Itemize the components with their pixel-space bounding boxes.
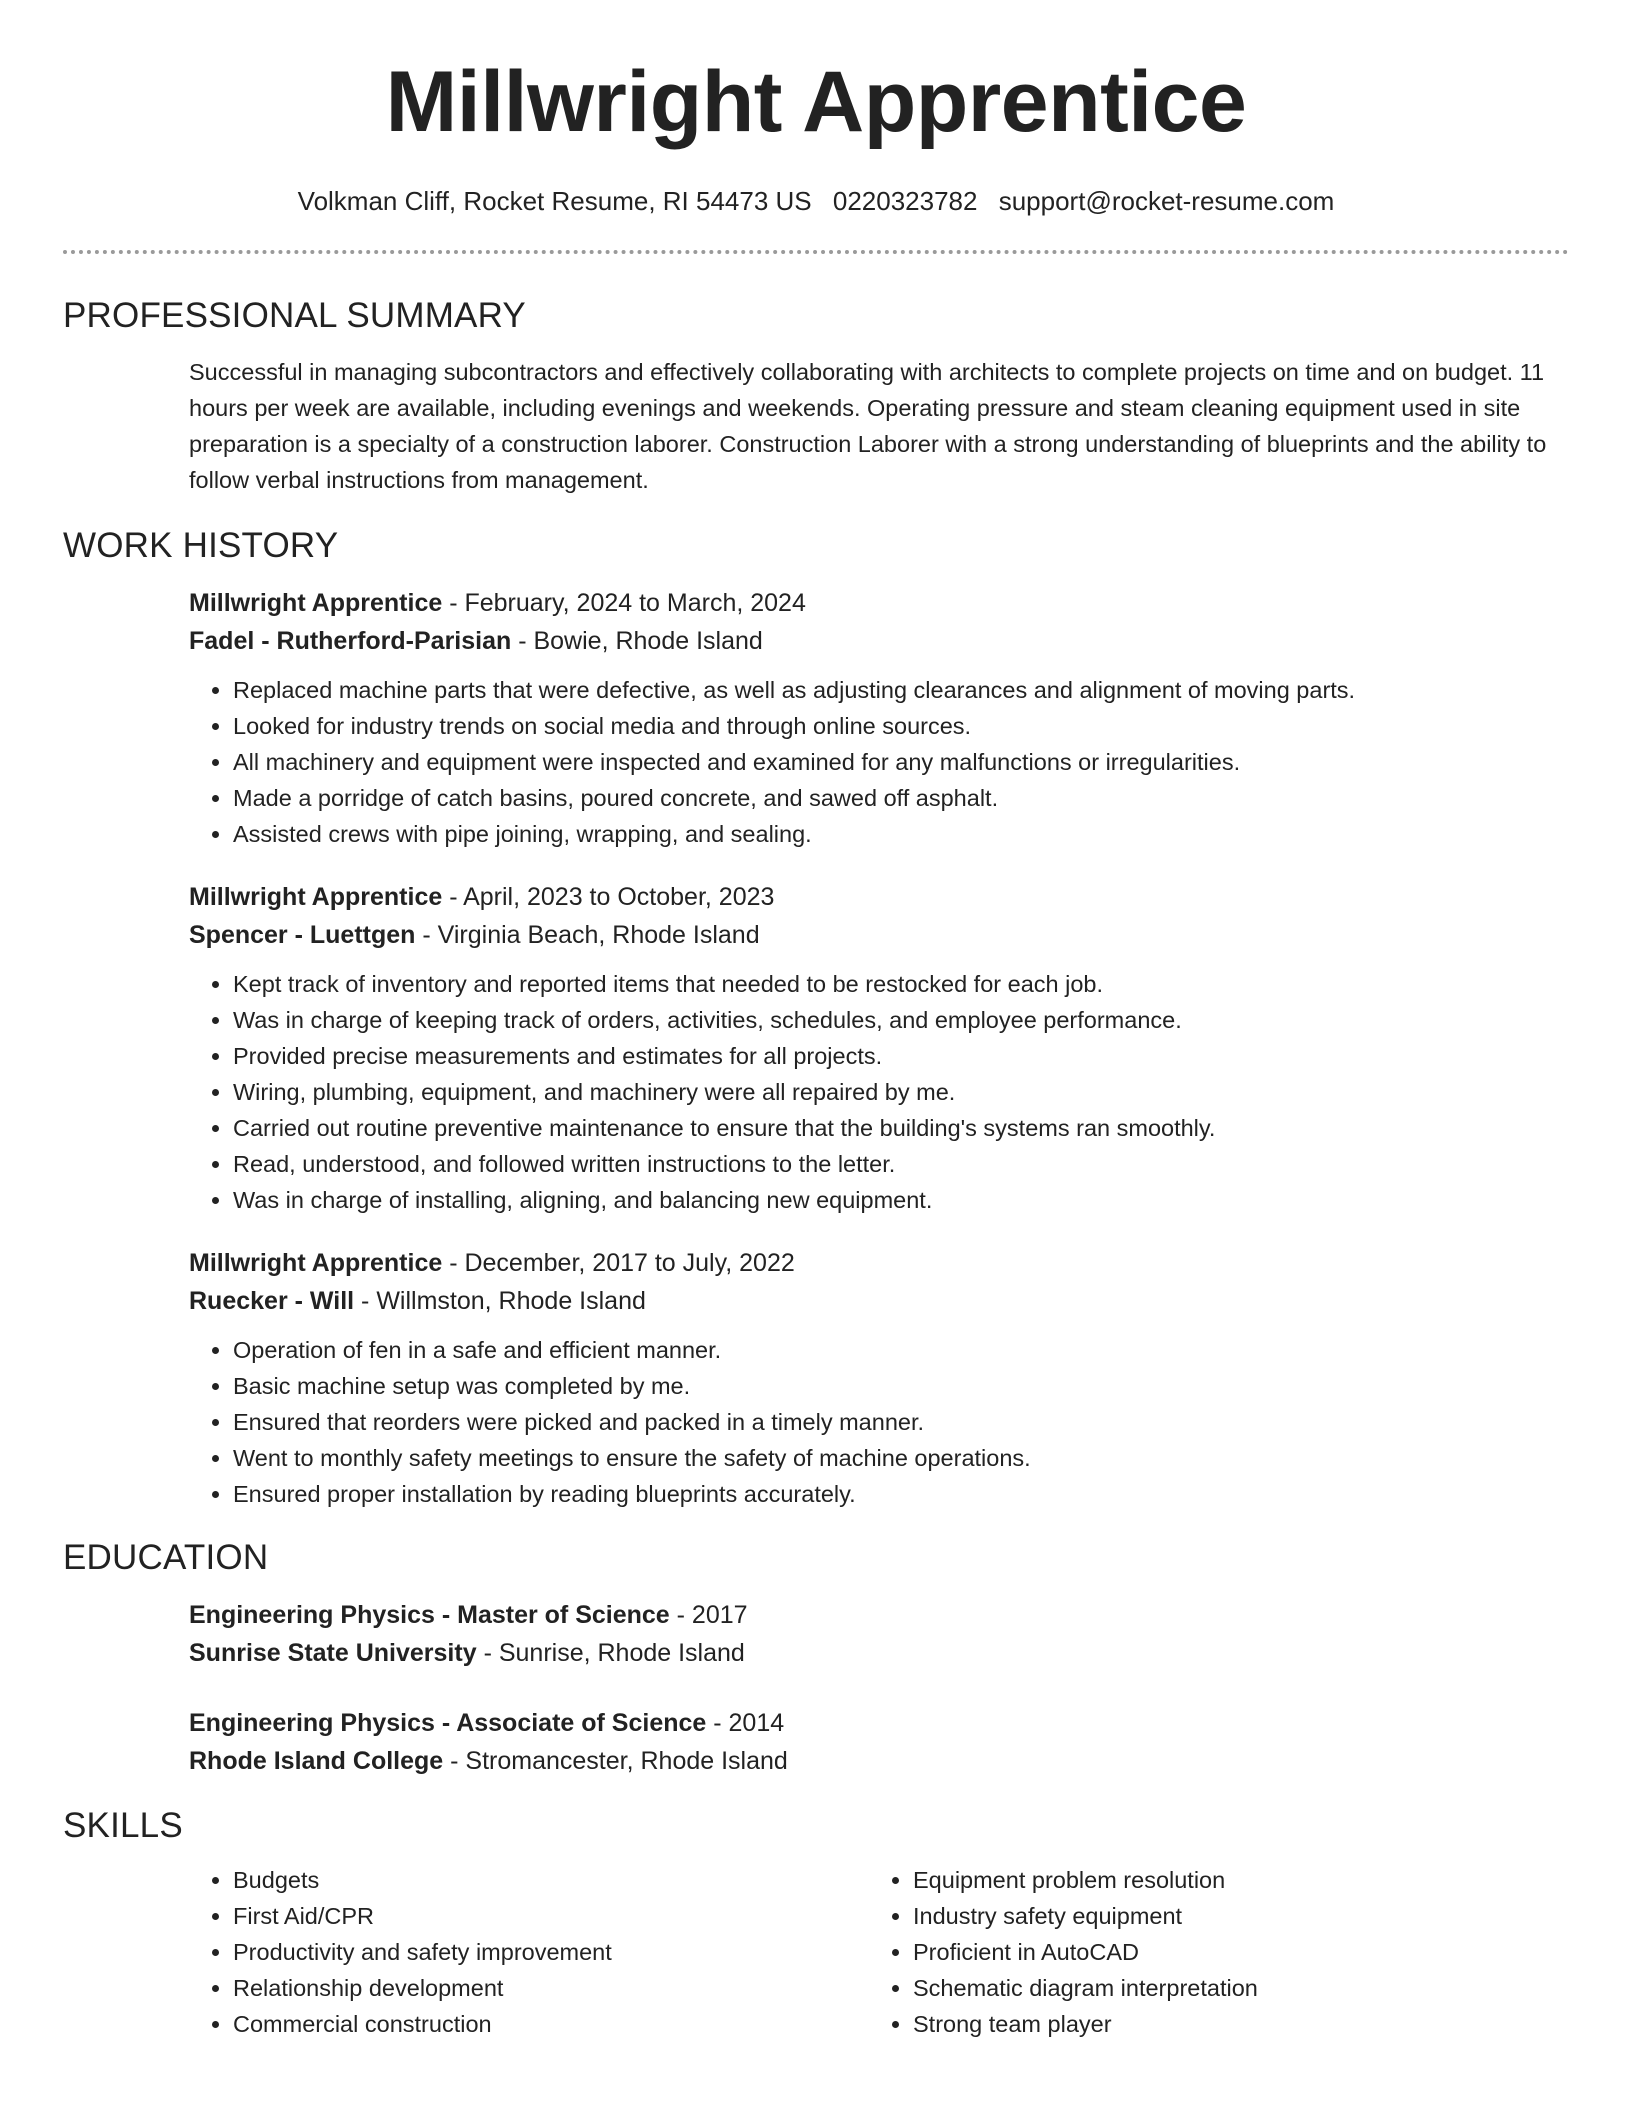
list-item: • Basic machine setup was completed by me. [233, 1368, 1569, 1404]
skill-item: • Budgets [233, 1862, 869, 1898]
job-entry [189, 584, 1569, 852]
job-location: - Bowie, Rhode Island [511, 627, 763, 655]
job-role: Millwright Apprentice [189, 883, 443, 911]
skills-section [0, 1806, 1632, 2042]
education-entry [189, 1596, 1569, 1672]
skills-heading: SKILLS [63, 1806, 183, 1845]
job-dates: - December, 2017 to July, 2022 [442, 1249, 795, 1277]
education-degree-line [189, 1704, 1569, 1742]
list-item: • Carried out routine preventive maintenance to ensure that the building's systems ran smoothly. [233, 1110, 1569, 1146]
list-item: • Read, understood, and followed written instructions to the letter. [233, 1146, 1569, 1182]
education-school: Sunrise State University [189, 1639, 477, 1667]
summary-text: Successful in managing subcontractors and effectively collaborating with architects to complete projects on time and on budget. 11 hours per week are available, including evenings and weekends. Operating pressure and steam cleaning equipment used in site preparation is a specialty of a construction laborer. Construction Laborer with a strong understanding of blueprints and the ability to follow verbal instructions from management. [189, 359, 1547, 493]
job-dates: - February, 2024 to March, 2024 [442, 589, 806, 617]
job-role: Millwright Apprentice [189, 1249, 443, 1277]
summary-heading: PROFESSIONAL SUMMARY [63, 296, 526, 335]
education-location: - Stromancester, Rhode Island [443, 1747, 788, 1775]
job-location: - Virginia Beach, Rhode Island [415, 921, 760, 949]
education-location: - Sunrise, Rhode Island [476, 1639, 745, 1667]
list-item: • Wiring, plumbing, equipment, and machinery were all repaired by me. [233, 1074, 1569, 1110]
education-heading: EDUCATION [63, 1538, 269, 1577]
resume-header [0, 0, 1632, 216]
education-year: - 2017 [669, 1601, 748, 1629]
contact-phone: 0220323782 [832, 186, 978, 216]
work-history-heading: WORK HISTORY [63, 526, 339, 565]
job-title-line [189, 878, 1569, 916]
list-item: • Was in charge of installing, aligning, and balancing new equipment. [233, 1182, 1569, 1218]
list-item: • All machinery and equipment were inspected and examined for any malfunctions or irregularities. [233, 744, 1569, 780]
job-company-line [189, 1282, 1569, 1320]
list-item: • Ensured proper installation by reading blueprints accurately. [233, 1476, 1569, 1512]
skill-item: • Schematic diagram interpretation [913, 1970, 1549, 2006]
skill-item: • Proficient in AutoCAD [913, 1934, 1549, 1970]
list-item: • Looked for industry trends on social media and through online sources. [233, 708, 1569, 744]
list-item: • Went to monthly safety meetings to ensure the safety of machine operations. [233, 1440, 1569, 1476]
education-entry [189, 1704, 1569, 1780]
list-item: • Kept track of inventory and reported items that needed to be restocked for each job. [233, 966, 1569, 1002]
list-item: • Was in charge of keeping track of orders, activities, schedules, and employee performance. [233, 1002, 1569, 1038]
header-divider [63, 250, 1569, 254]
skill-item: • Strong team player [913, 2006, 1549, 2042]
job-entry [189, 1244, 1569, 1512]
list-item: • Ensured that reorders were picked and packed in a timely manner. [233, 1404, 1569, 1440]
skill-item: • Productivity and safety improvement [233, 1934, 869, 1970]
skill-item: • First Aid/CPR [233, 1898, 869, 1934]
job-location: - Willmston, Rhode Island [354, 1287, 646, 1315]
job-dates: - April, 2023 to October, 2023 [442, 883, 775, 911]
education-year: - 2014 [706, 1709, 785, 1737]
list-item: • Provided precise measurements and estimates for all projects. [233, 1038, 1569, 1074]
education-school-line [189, 1742, 1569, 1780]
job-company-line [189, 916, 1569, 954]
education-section [0, 1538, 1632, 1780]
skill-item: • Industry safety equipment [913, 1898, 1549, 1934]
contact-address: Volkman Cliff, Rocket Resume, RI 54473 US [297, 186, 812, 216]
skills-grid [189, 1862, 1569, 2042]
list-item: • Replaced machine parts that were defective, as well as adjusting clearances and alignment of moving parts. [233, 672, 1569, 708]
contact-line [0, 186, 1632, 216]
job-bullets [189, 966, 1569, 1218]
job-title-line [189, 584, 1569, 622]
work-history-section [0, 526, 1632, 1512]
summary-section [0, 296, 1632, 498]
education-degree-line [189, 1596, 1569, 1634]
list-item: • Operation of fen in a safe and efficient manner. [233, 1332, 1569, 1368]
job-company: Spencer - Luettgen [189, 921, 416, 949]
education-degree: Engineering Physics - Master of Science [189, 1601, 670, 1629]
skills-column-left [189, 1862, 869, 2042]
job-bullets [189, 672, 1569, 852]
education-school-line [189, 1634, 1569, 1672]
job-title-line [189, 1244, 1569, 1282]
job-role: Millwright Apprentice [189, 589, 443, 617]
job-entry [189, 878, 1569, 1218]
contact-email: support@rocket-resume.com [998, 186, 1335, 216]
skills-column-right [869, 1862, 1549, 2042]
list-item: • Assisted crews with pipe joining, wrapping, and sealing. [233, 816, 1569, 852]
job-bullets [189, 1332, 1569, 1512]
candidate-name: Millwright Apprentice [385, 54, 1247, 150]
education-school: Rhode Island College [189, 1747, 444, 1775]
education-degree: Engineering Physics - Associate of Science [189, 1709, 707, 1737]
skill-item: • Commercial construction [233, 2006, 869, 2042]
job-company: Fadel - Rutherford-Parisian [189, 627, 512, 655]
list-item: • Made a porridge of catch basins, poured concrete, and sawed off asphalt. [233, 780, 1569, 816]
job-company: Ruecker - Will [189, 1287, 355, 1315]
skill-item: • Relationship development [233, 1970, 869, 2006]
skill-item: • Equipment problem resolution [913, 1862, 1549, 1898]
job-company-line [189, 622, 1569, 660]
